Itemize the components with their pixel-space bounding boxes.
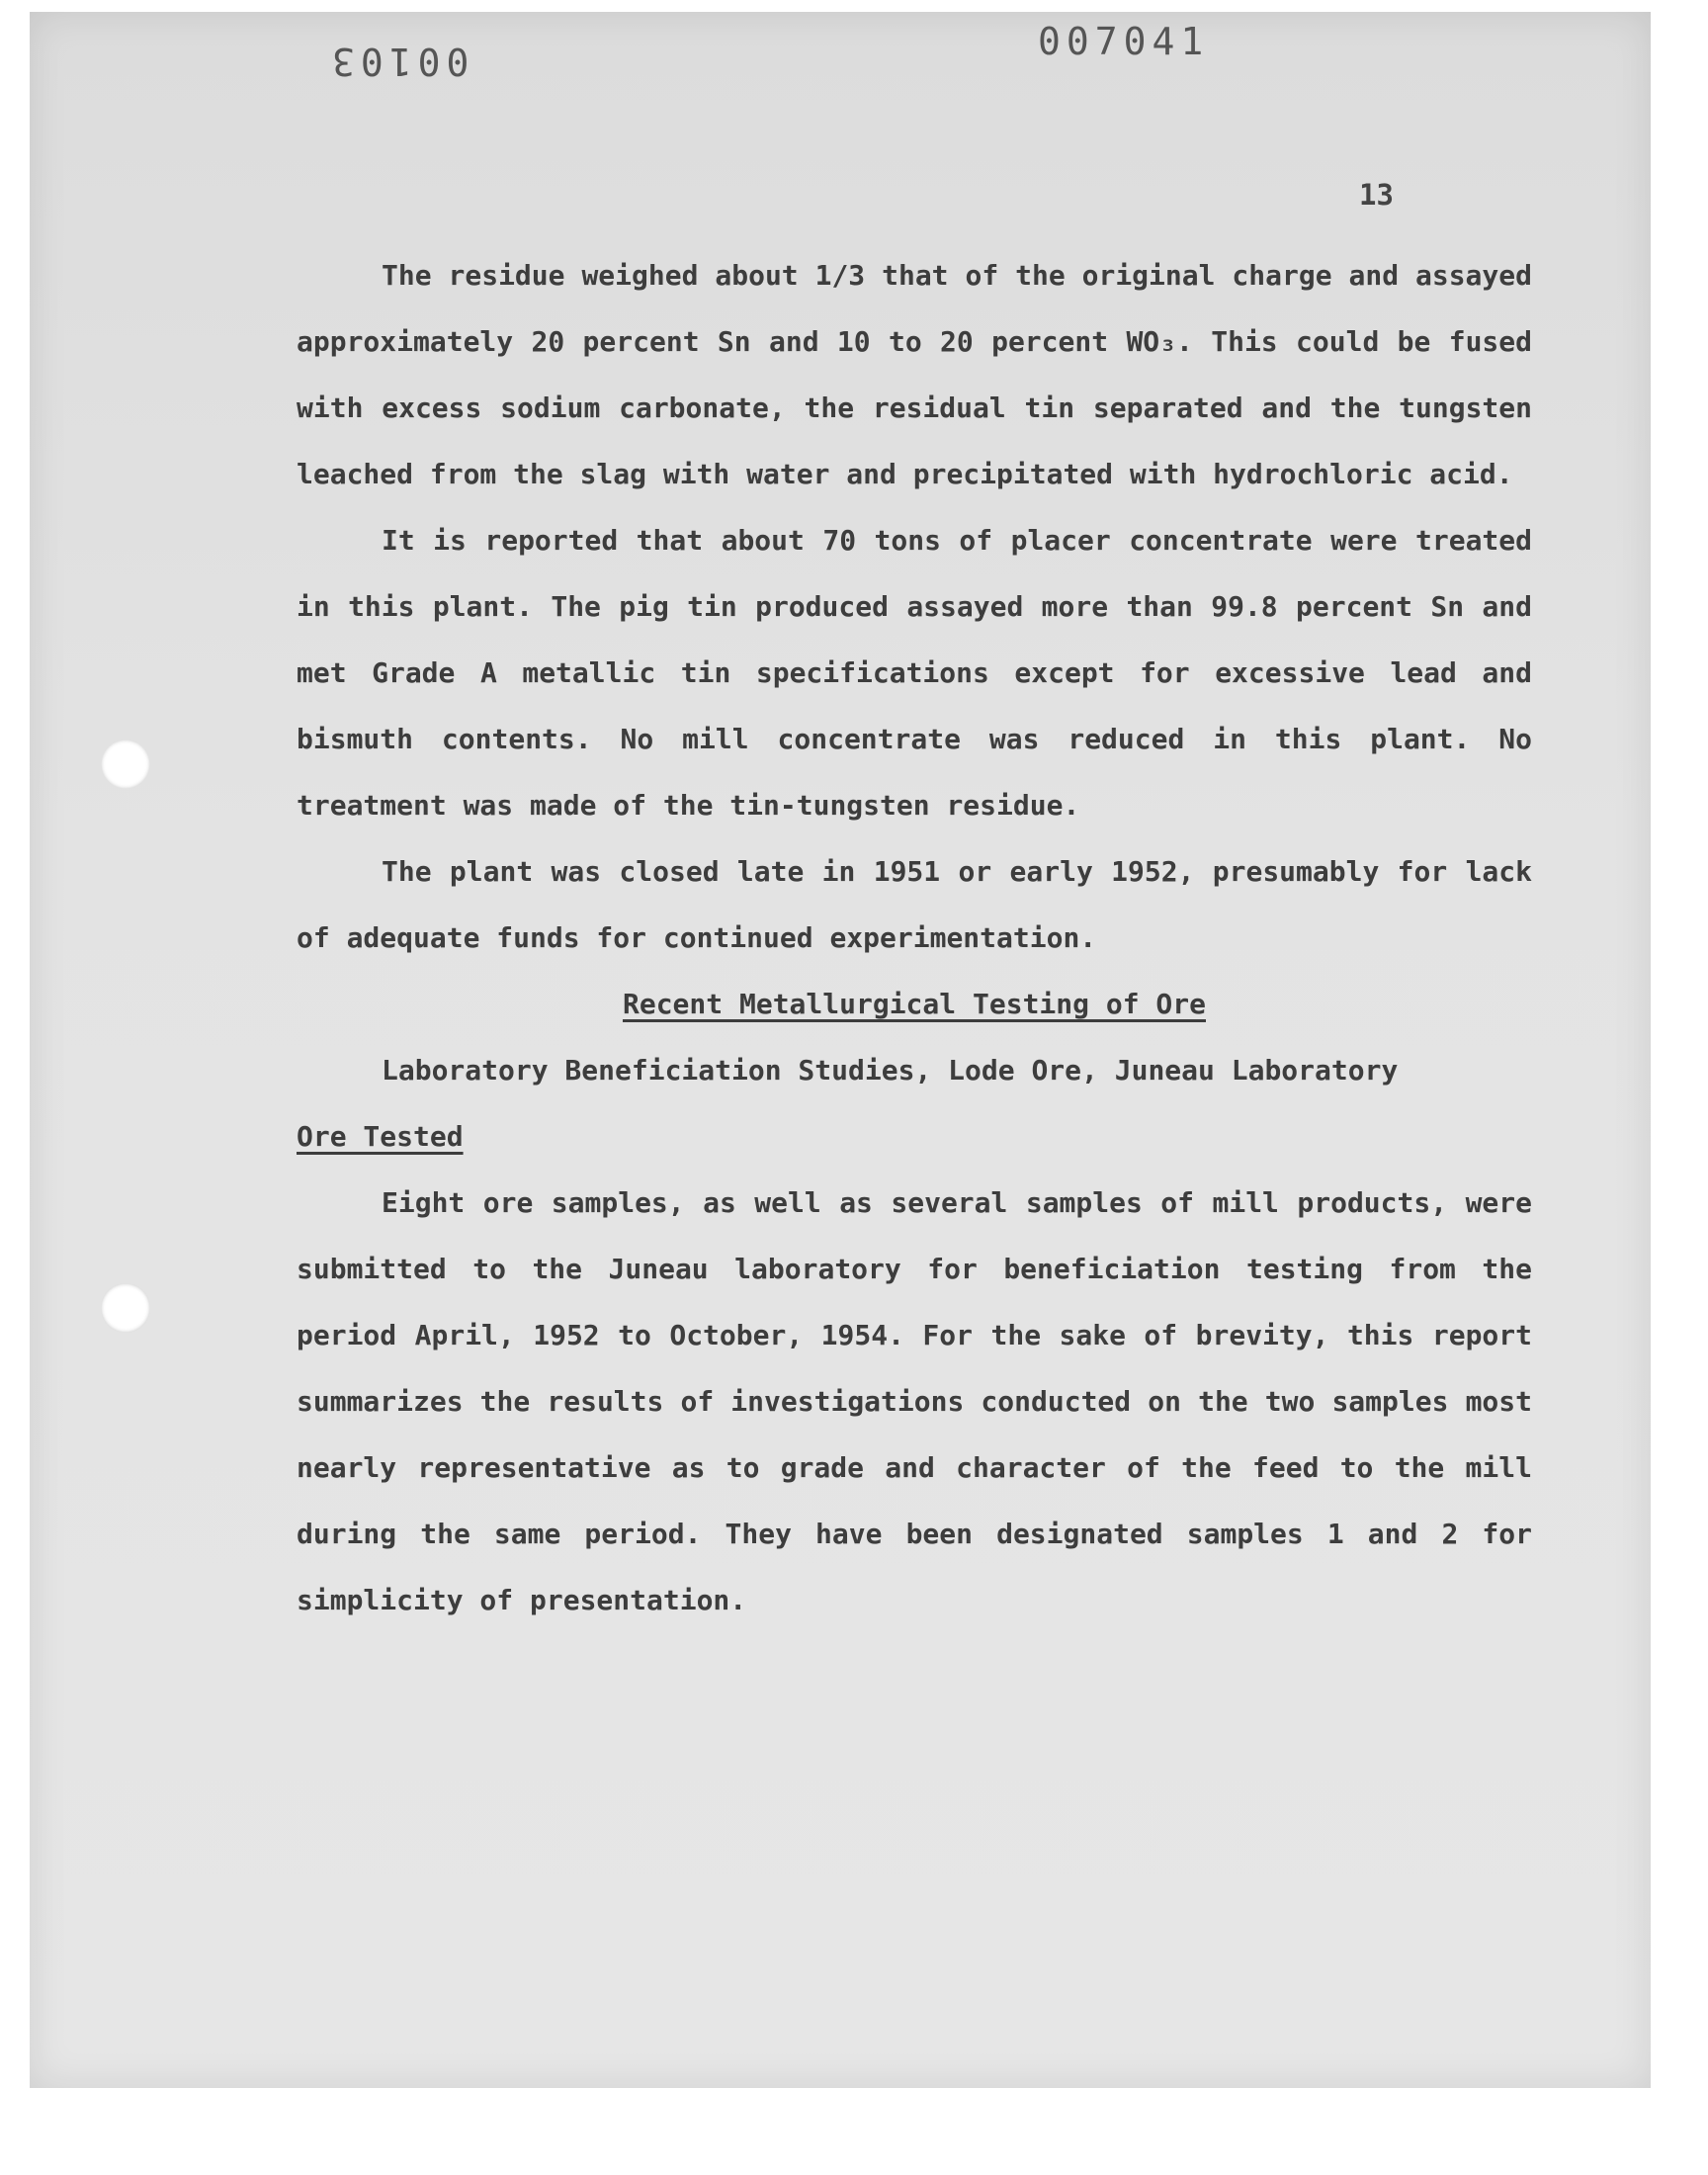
sub-heading: Laboratory Beneficiation Studies, Lode Ore, Juneau Laboratory <box>382 1054 1399 1087</box>
document-stamp-right: 007041 <box>1038 20 1210 63</box>
paragraph-residue: The residue weighed about 1/3 that of the original charge and assayed approximately 20 percent Sn and 10 to 20 percent WO₃. This could be fused with excess sodium carbonate, the residual tin separated and the tungsten leached from the slag with water and precipitated with hydrochloric acid. <box>297 259 1532 490</box>
document-body <box>297 242 1532 1633</box>
paragraph-ore-samples: Eight ore samples, as well as several samples of mill products, were submitted to the Juneau laboratory for beneficiation testing from the period April, 1952 to October, 1954. For the sake of brevity, this report summarizes the results of investigations conducted on the two samples most nearly representative as to grade and character of the feed to the mill during the same period. They have been designated samples 1 and 2 for simplicity of presentation. <box>297 1186 1532 1616</box>
paragraph-plant-closed: The plant was closed late in 1951 or early 1952, presumably for lack of adequate funds for continued experimentation. <box>297 855 1532 954</box>
section-heading: Recent Metallurgical Testing of Ore <box>622 988 1206 1020</box>
binder-hole-top <box>101 740 150 789</box>
document-stamp-left: 00103 <box>326 40 470 83</box>
binder-hole-bottom <box>101 1283 150 1333</box>
paragraph-placer-concentrate: It is reported that about 70 tons of placer concentrate were treated in this plant. The pig tin produced assayed more than 99.8 percent Sn and met Grade A metallic tin specifications except for excessive lead and bismuth contents. No mill concentrate was reduced in this plant. No treatment was made of the tin-tungsten residue. <box>297 524 1532 822</box>
page-number: 13 <box>1359 178 1394 212</box>
section-title: Ore Tested <box>297 1120 464 1153</box>
